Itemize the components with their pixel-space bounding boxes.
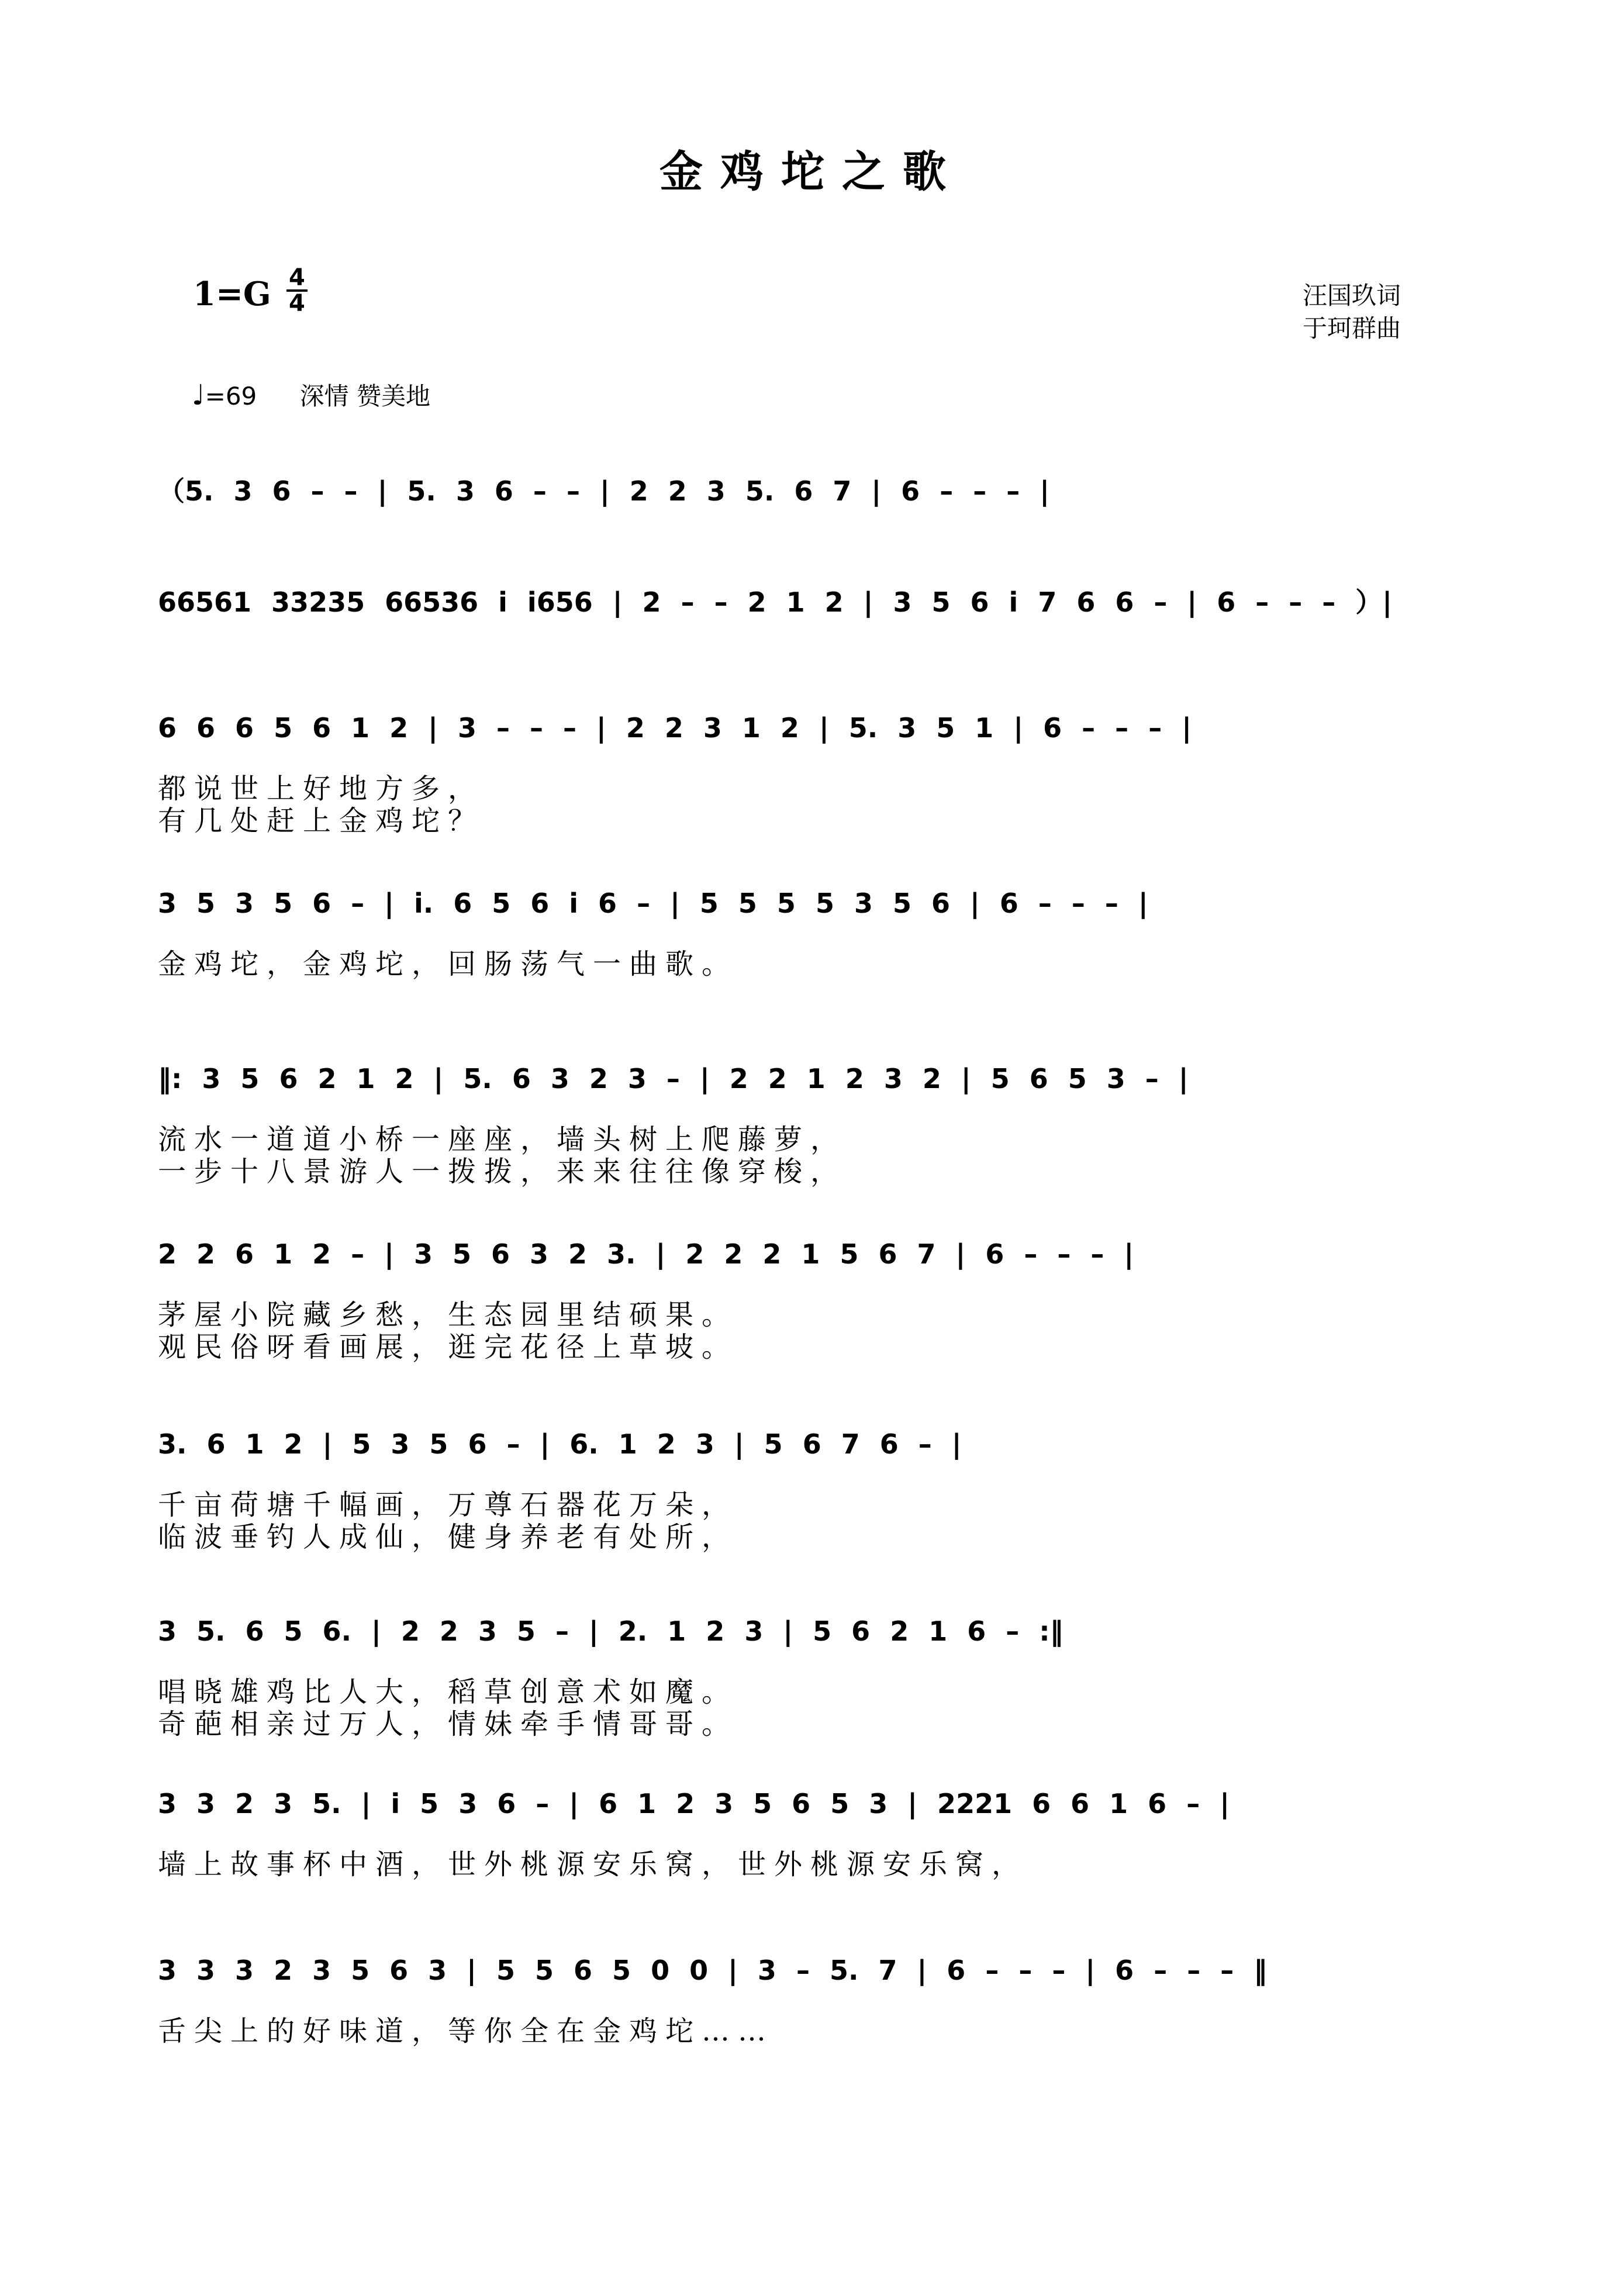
- quarter-note-icon: ♩: [192, 379, 205, 412]
- notation-line: [158, 474, 1473, 515]
- tempo-value: =69: [205, 382, 257, 410]
- score-row: [0, 710, 1623, 886]
- lyric-line: 茅屋小院藏乡愁，生态园里结硕果。: [158, 1299, 738, 1331]
- lyricist: 汪国玖词: [1303, 281, 1401, 310]
- notation-text: 6 6 6 5 6 1 2 | 3 – – – | 2 2 3 1 2 | 5. 3 5 1 | 6 – – – |: [158, 712, 1192, 744]
- notation-text: 2 2 6 1 2 – | 3 5 6 3 2 3. | 2 2 2 1 5 6 7 | 6 – – – |: [158, 1238, 1134, 1270]
- expression-marking: 深情 赞美地: [299, 382, 430, 410]
- notation-text: 3 3 2 3 5. | i 5 3 6 – | 6 1 2 3 5 6 5 3 | 2221 6 6 1 6 – |: [158, 1788, 1230, 1819]
- lyric-line: 千亩荷塘千幅画，万尊石器花万朵，: [158, 1489, 738, 1521]
- time-signature-top: 4: [286, 266, 308, 292]
- notation-line: [158, 1427, 1473, 1468]
- notation-text: ‖: 3 5 6 2 1 2 | 5. 6 3 2 3 – | 2 2 1 2 3 2 | 5 6 5 3 – |: [158, 1063, 1189, 1095]
- notation-line: [158, 710, 1473, 751]
- time-signature-bottom: 4: [289, 290, 305, 317]
- notation-text: 3. 6 1 2 | 5 3 5 6 – | 6. 1 2 3 | 5 6 7 6 – |: [158, 1428, 962, 1460]
- notation-line: [158, 1614, 1473, 1655]
- score-row: [0, 1427, 1623, 1602]
- notation-line: [158, 1237, 1473, 1278]
- lyric-line: 唱晓雄鸡比人大，稻草创意术如魔。: [158, 1676, 738, 1708]
- score-row: [0, 1786, 1623, 1962]
- lyric-line: 墙上故事杯中酒，世外桃源安乐窝，世外桃源安乐窝，: [158, 1848, 1028, 1881]
- lyric-line: 有几处赶上金鸡坨？: [158, 805, 485, 837]
- notation-text: 3 3 3 2 3 5 6 3 | 5 5 6 5 0 0 | 3 – 5. 7 | 6 – – – | 6 – – – ‖: [158, 1955, 1268, 1986]
- lyric-line: 流水一道道小桥一座座，墙头树上爬藤萝，: [158, 1123, 847, 1156]
- lyric-line: 观民俗呀看画展，逛完花径上草坡。: [158, 1331, 738, 1363]
- key-signature: 1=G: [193, 275, 271, 313]
- credits: [1303, 279, 1401, 345]
- composer: 于珂群曲: [1303, 314, 1401, 343]
- lyric-line: 舌尖上的好味道，等你全在金鸡坨……: [158, 2015, 775, 2048]
- lyric-line: 金鸡坨，金鸡坨，回肠荡气一曲歌。: [158, 948, 738, 980]
- notation-line: [158, 1061, 1473, 1102]
- time-signature: [286, 266, 308, 315]
- tempo-marking: [192, 377, 430, 412]
- notation-line: [158, 1786, 1473, 1827]
- notation-text: 3 5. 6 5 6. | 2 2 3 5 – | 2. 1 2 3 | 5 6 2 1 6 – :‖: [158, 1615, 1063, 1647]
- notation-line: [158, 585, 1473, 626]
- score-row: [0, 1061, 1623, 1237]
- score-row: [0, 1237, 1623, 1412]
- page-title: 金鸡坨之歌: [659, 147, 964, 197]
- score-row: [0, 1614, 1623, 1789]
- lyric-line: 都说世上好地方多，: [158, 772, 485, 805]
- lyric-line: 临波垂钓人成仙，健身养老有处所，: [158, 1521, 738, 1553]
- notation-text: 3 5 3 5 6 – | i. 6 5 6 i 6 – | 5 5 5 5 3 5 6 | 6 – – – |: [158, 888, 1148, 919]
- notation-line: [158, 886, 1473, 927]
- score-row: [0, 886, 1623, 1061]
- notation-text: 66561 33235 66536 i i656 | 2 – – 2 1 2 | 3 5 6 i 7 6 6 – | 6 – – – ）|: [158, 586, 1393, 618]
- notation-line: [158, 1953, 1473, 1994]
- notation-text: （5. 3 6 – – | 5. 3 6 – – | 2 2 3 5. 6 7 | 6 – – – |: [158, 475, 1050, 507]
- lyric-line: 奇葩相亲过万人，情妹牵手情哥哥。: [158, 1708, 738, 1741]
- lyric-line: 一步十八景游人一拨拨，来来往往像穿梭，: [158, 1155, 847, 1188]
- score-row: [0, 1953, 1623, 2128]
